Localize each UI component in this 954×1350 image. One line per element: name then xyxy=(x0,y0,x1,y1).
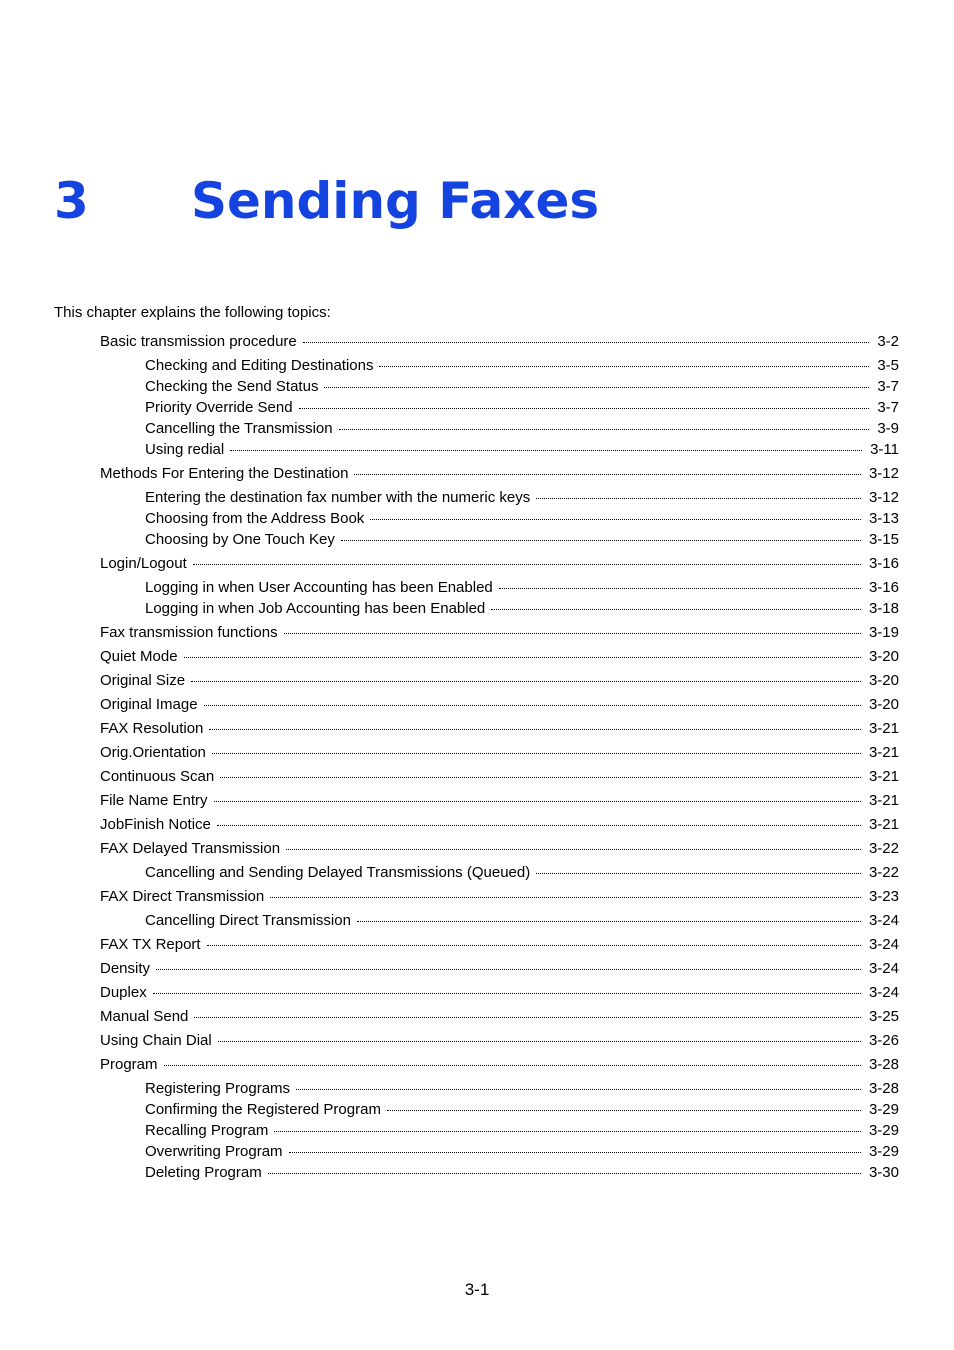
toc-entry-label: Continuous Scan xyxy=(100,768,215,785)
toc-entry-label: Fax transmission functions xyxy=(100,624,278,641)
toc-entry-label: Checking the Send Status xyxy=(145,378,319,395)
toc-entry-label: Quiet Mode xyxy=(100,648,178,665)
toc-entry-label: Recalling Program xyxy=(145,1122,269,1139)
toc-entry[interactable] xyxy=(100,555,899,573)
toc-leader-dots xyxy=(191,681,861,682)
toc-subentry[interactable] xyxy=(145,1164,899,1182)
toc-entry[interactable] xyxy=(100,672,899,690)
toc-entry-page: 3-21 xyxy=(868,744,899,761)
toc-leader-dots xyxy=(209,729,861,730)
toc-entry-page: 3-24 xyxy=(868,960,899,977)
toc-entry-label: Registering Programs xyxy=(145,1080,291,1097)
toc-entry[interactable] xyxy=(100,648,899,666)
toc-subentry[interactable] xyxy=(145,579,899,597)
toc-entry-page: 3-20 xyxy=(868,696,899,713)
toc-entry-page: 3-21 xyxy=(868,768,899,785)
toc-entry-label: Cancelling Direct Transmission xyxy=(145,912,351,929)
toc-leader-dots xyxy=(274,1131,861,1132)
toc-leader-dots xyxy=(299,408,870,409)
toc-entry-page: 3-7 xyxy=(877,378,899,395)
toc-entry-page: 3-13 xyxy=(868,510,899,527)
toc-entry-page: 3-12 xyxy=(868,465,899,482)
toc-entry-label: Overwriting Program xyxy=(145,1143,283,1160)
toc-leader-dots xyxy=(324,387,869,388)
toc-entry-page: 3-19 xyxy=(868,624,899,641)
toc-entry[interactable] xyxy=(100,1056,899,1074)
toc-entry-page: 3-21 xyxy=(868,792,899,809)
toc-entry-page: 3-25 xyxy=(868,1008,899,1025)
toc-leader-dots xyxy=(284,633,861,634)
toc-entry[interactable] xyxy=(100,744,899,762)
toc-leader-dots xyxy=(536,873,861,874)
toc-entry-page: 3-5 xyxy=(877,357,899,374)
toc-entry[interactable] xyxy=(100,1032,899,1050)
toc-entry-label: Checking and Editing Destinations xyxy=(145,357,374,374)
page-number: 3-1 xyxy=(464,1280,490,1299)
toc-entry-page: 3-16 xyxy=(868,555,899,572)
toc-leader-dots xyxy=(230,450,862,451)
toc-leader-dots xyxy=(153,993,861,994)
toc-leader-dots xyxy=(289,1152,861,1153)
toc-entry-page: 3-9 xyxy=(877,420,899,437)
toc-entry[interactable] xyxy=(100,720,899,738)
toc-entry-page: 3-22 xyxy=(868,840,899,857)
toc-leader-dots xyxy=(164,1065,861,1066)
toc-entry-label: Login/Logout xyxy=(100,555,187,572)
toc-entry-label: Choosing from the Address Book xyxy=(145,510,365,527)
toc-entry-page: 3-18 xyxy=(868,600,899,617)
toc-leader-dots xyxy=(204,705,861,706)
toc-entry-page: 3-7 xyxy=(877,399,899,416)
toc-leader-dots xyxy=(370,519,861,520)
toc-leader-dots xyxy=(339,429,870,430)
toc-entry-label: File Name Entry xyxy=(100,792,208,809)
toc-leader-dots xyxy=(357,921,861,922)
toc-entry-page: 3-2 xyxy=(877,333,899,350)
toc-entry-label: Duplex xyxy=(100,984,147,1001)
toc-leader-dots xyxy=(218,1041,861,1042)
toc-subentry[interactable] xyxy=(145,1143,899,1161)
toc-entry-page: 3-20 xyxy=(868,672,899,689)
toc-entry-label: Methods For Entering the Destination xyxy=(100,465,349,482)
toc-entry-label: Cancelling the Transmission xyxy=(145,420,333,437)
toc-entry-page: 3-21 xyxy=(868,816,899,833)
toc-leader-dots xyxy=(536,498,861,499)
toc-leader-dots xyxy=(286,849,861,850)
toc-entry[interactable] xyxy=(100,1008,899,1026)
toc-entry-page: 3-28 xyxy=(868,1080,899,1097)
toc-entry-page: 3-28 xyxy=(868,1056,899,1073)
toc-entry-label: Original Image xyxy=(100,696,198,713)
toc-entry-page: 3-21 xyxy=(868,720,899,737)
toc-entry-label: Priority Override Send xyxy=(145,399,293,416)
toc-entry-page: 3-12 xyxy=(868,489,899,506)
toc-entry[interactable] xyxy=(100,816,899,834)
toc-entry[interactable] xyxy=(100,936,899,954)
toc-entry-page: 3-24 xyxy=(868,936,899,953)
toc-entry-page: 3-16 xyxy=(868,579,899,596)
toc-leader-dots xyxy=(220,777,861,778)
chapter-number: 3 xyxy=(54,172,89,230)
toc-entry-label: Orig.Orientation xyxy=(100,744,206,761)
toc-entry-label: Choosing by One Touch Key xyxy=(145,531,335,548)
toc-entry-label: Density xyxy=(100,960,151,977)
toc-entry-page: 3-20 xyxy=(868,648,899,665)
toc-leader-dots xyxy=(193,564,861,565)
toc-entry-page: 3-29 xyxy=(868,1122,899,1139)
toc-subentry[interactable] xyxy=(145,510,899,528)
toc-entry-label: Cancelling and Sending Delayed Transmissions (Queued) xyxy=(145,864,531,881)
toc-entry-label: FAX TX Report xyxy=(100,936,201,953)
toc-entry-label: Basic transmission procedure xyxy=(100,333,297,350)
toc-leader-dots xyxy=(499,588,861,589)
toc-subentry[interactable] xyxy=(145,489,899,507)
toc-entry[interactable] xyxy=(100,624,899,642)
toc-entry-label: Using Chain Dial xyxy=(100,1032,212,1049)
toc-subentry[interactable] xyxy=(145,864,899,882)
toc-entry-page: 3-22 xyxy=(868,864,899,881)
toc-entry[interactable] xyxy=(100,333,899,351)
toc-entry[interactable] xyxy=(100,768,899,786)
toc-entry-label: Using redial xyxy=(145,441,225,458)
toc-entry[interactable] xyxy=(100,960,899,978)
toc-leader-dots xyxy=(212,753,861,754)
toc-leader-dots xyxy=(354,474,861,475)
toc-entry[interactable] xyxy=(100,792,899,810)
toc-entry-label: Logging in when Job Accounting has been Enabled xyxy=(145,600,486,617)
toc-entry-label: Manual Send xyxy=(100,1008,189,1025)
toc-entry-page: 3-15 xyxy=(868,531,899,548)
toc-subentry[interactable] xyxy=(145,1080,899,1098)
toc-entry-label: FAX Direct Transmission xyxy=(100,888,265,905)
toc-entry-page: 3-24 xyxy=(868,984,899,1001)
toc-entry-label: Entering the destination fax number with the numeric keys xyxy=(145,489,531,506)
toc-entry-page: 3-26 xyxy=(868,1032,899,1049)
toc-leader-dots xyxy=(214,801,861,802)
toc-leader-dots xyxy=(217,825,861,826)
toc-subentry[interactable] xyxy=(145,531,899,549)
toc-subentry[interactable] xyxy=(145,912,899,930)
toc-subentry[interactable] xyxy=(145,600,899,618)
toc-entry[interactable] xyxy=(100,465,899,483)
toc-leader-dots xyxy=(184,657,861,658)
toc-leader-dots xyxy=(387,1110,861,1111)
toc-subentry[interactable] xyxy=(145,420,899,438)
toc-leader-dots xyxy=(379,366,869,367)
toc-entry-label: Program xyxy=(100,1056,158,1073)
toc-leader-dots xyxy=(491,609,861,610)
toc-entry-label: FAX Resolution xyxy=(100,720,204,737)
toc-leader-dots xyxy=(296,1089,861,1090)
toc-entry-page: 3-29 xyxy=(868,1143,899,1160)
toc-subentry[interactable] xyxy=(145,1122,899,1140)
toc-leader-dots xyxy=(270,897,861,898)
toc-subentry[interactable] xyxy=(145,441,899,459)
toc-subentry[interactable] xyxy=(145,378,899,396)
chapter-title: Sending Faxes xyxy=(191,172,600,230)
toc-entry[interactable] xyxy=(100,984,899,1002)
toc-leader-dots xyxy=(156,969,861,970)
toc-entry[interactable] xyxy=(100,840,899,858)
toc-entry-label: Deleting Program xyxy=(145,1164,262,1181)
toc-entry-label: Original Size xyxy=(100,672,186,689)
toc-entry-label: FAX Delayed Transmission xyxy=(100,840,281,857)
toc-entry-page: 3-11 xyxy=(870,441,899,458)
toc-entry-page: 3-24 xyxy=(868,912,899,929)
toc-leader-dots xyxy=(207,945,861,946)
toc-entry-label: Logging in when User Accounting has been Enabled xyxy=(145,579,493,596)
toc-leader-dots xyxy=(341,540,861,541)
toc-entry-page: 3-30 xyxy=(868,1164,899,1181)
toc-entry-label: JobFinish Notice xyxy=(100,816,211,833)
toc-entry-page: 3-23 xyxy=(868,888,899,905)
toc-subentry[interactable] xyxy=(145,357,899,375)
toc-entry[interactable] xyxy=(100,696,899,714)
toc-leader-dots xyxy=(194,1017,861,1018)
chapter-intro: This chapter explains the following topics: xyxy=(54,304,331,321)
toc-entry-page: 3-29 xyxy=(868,1101,899,1118)
toc-subentry[interactable] xyxy=(145,1101,899,1119)
toc-leader-dots xyxy=(268,1173,861,1174)
toc-leader-dots xyxy=(303,342,870,343)
toc-entry[interactable] xyxy=(100,888,899,906)
toc-entry-label: Confirming the Registered Program xyxy=(145,1101,381,1118)
toc-subentry[interactable] xyxy=(145,399,899,417)
